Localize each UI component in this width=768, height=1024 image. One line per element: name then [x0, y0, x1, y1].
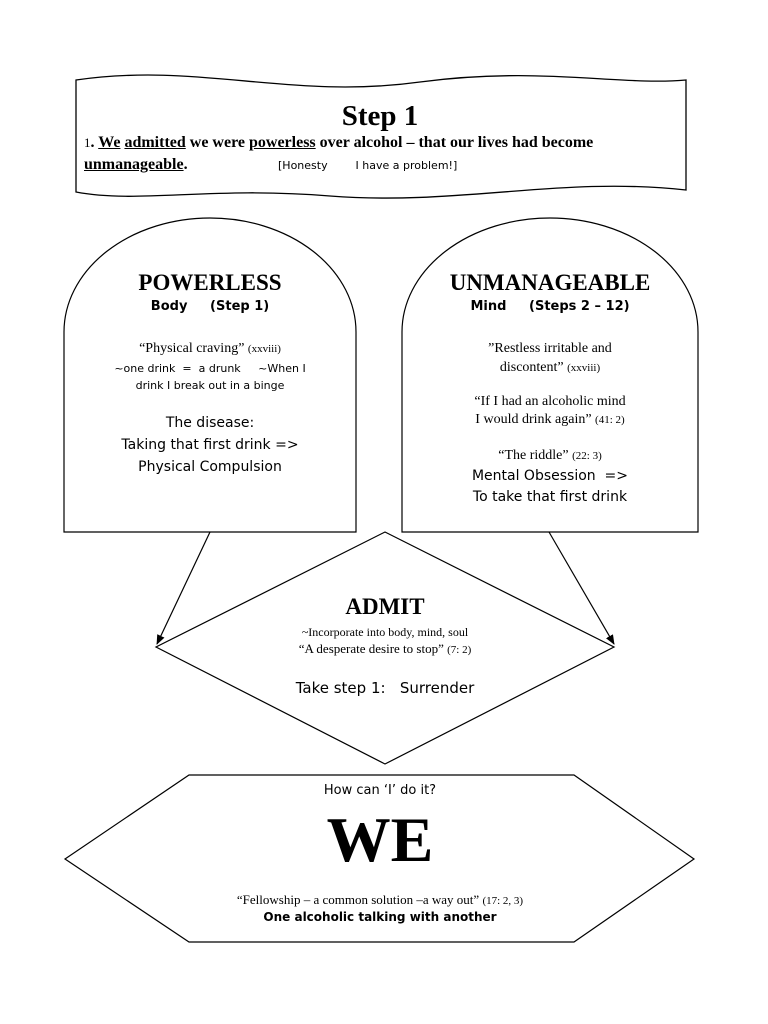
powerless-subtitle: Body (Step 1): [150, 299, 270, 314]
fellowship-text: “Fellowship – a common solution –a way out”: [236, 892, 480, 907]
banner-tag: [Honesty I have a problem!]: [278, 159, 458, 172]
word-unmanageable: unmanageable: [84, 156, 184, 173]
fellowship-ref: (17: 2, 3): [482, 895, 524, 907]
disease-line2: Physical Compulsion: [138, 459, 282, 475]
admit-title: ADMIT: [345, 594, 425, 619]
banner-statement-line2: [84, 155, 188, 175]
powerless-title: POWERLESS: [138, 270, 282, 295]
alcoholic-mind-line1: “If I had an alcoholic mind: [474, 394, 626, 409]
take-step-line: [235, 679, 535, 697]
alcoholic-mind-ref: (41: 2): [595, 414, 625, 426]
banner-title: Step 1: [341, 100, 419, 132]
restless-quote-text: discontent”: [499, 360, 564, 375]
word-powerless: powerless: [249, 134, 316, 151]
we-tagline: One alcoholic talking with another: [263, 910, 497, 924]
riddle-quote: [402, 446, 698, 466]
statement-part2: over alcohol – that our lives had become: [315, 134, 594, 151]
statement-dot: .: [90, 134, 99, 151]
alcoholic-mind-text: I would drink again”: [475, 412, 592, 427]
riddle-ref: (22: 3): [572, 450, 602, 462]
restless-quote-ref: (xxviii): [567, 362, 601, 374]
word-we: We: [98, 134, 121, 151]
alcoholic-mind-line2: [402, 410, 698, 430]
admit-line2: [225, 641, 545, 657]
obsession-line1: Mental Obsession =>: [471, 468, 629, 484]
restless-quote-line1: ”Restless irritable and: [488, 341, 612, 356]
we-title: WE: [326, 804, 434, 875]
disease-label: The disease:: [165, 415, 255, 431]
admit-line1: ~Incorporate into body, mind, soul: [301, 625, 469, 639]
one-drink-note-line1: ~one drink = a drunk ~When I: [114, 362, 306, 375]
banner-statement: [84, 133, 684, 153]
admit-desire-text: “A desperate desire to stop”: [298, 641, 444, 656]
surrender-label: Surrender: [399, 679, 475, 697]
admit-desire-ref: (7: 2): [447, 644, 472, 656]
word-admitted: admitted: [124, 134, 186, 151]
obsession-line2: To take that first drink: [472, 489, 628, 505]
we-question: How can ‘I’ do it?: [323, 783, 437, 798]
physical-craving-quote: [64, 339, 356, 359]
take-step-label: Take step 1:: [295, 679, 386, 697]
restless-quote-line2: [402, 358, 698, 378]
unmanageable-subtitle: Mind (Steps 2 – 12): [470, 299, 630, 314]
statement-part1: we were: [185, 134, 249, 151]
one-drink-note-line2: drink I break out in a binge: [135, 379, 285, 392]
riddle-text: “The riddle”: [498, 448, 569, 463]
physical-craving-text: “Physical craving”: [139, 341, 245, 356]
physical-craving-ref: (xxviii): [247, 343, 281, 355]
disease-line1: Taking that first drink =>: [121, 437, 299, 453]
statement-period: .: [183, 156, 188, 173]
step-number: 1: [84, 135, 91, 150]
fellowship-quote: [160, 892, 600, 908]
unmanageable-title: UNMANAGEABLE: [449, 270, 651, 295]
